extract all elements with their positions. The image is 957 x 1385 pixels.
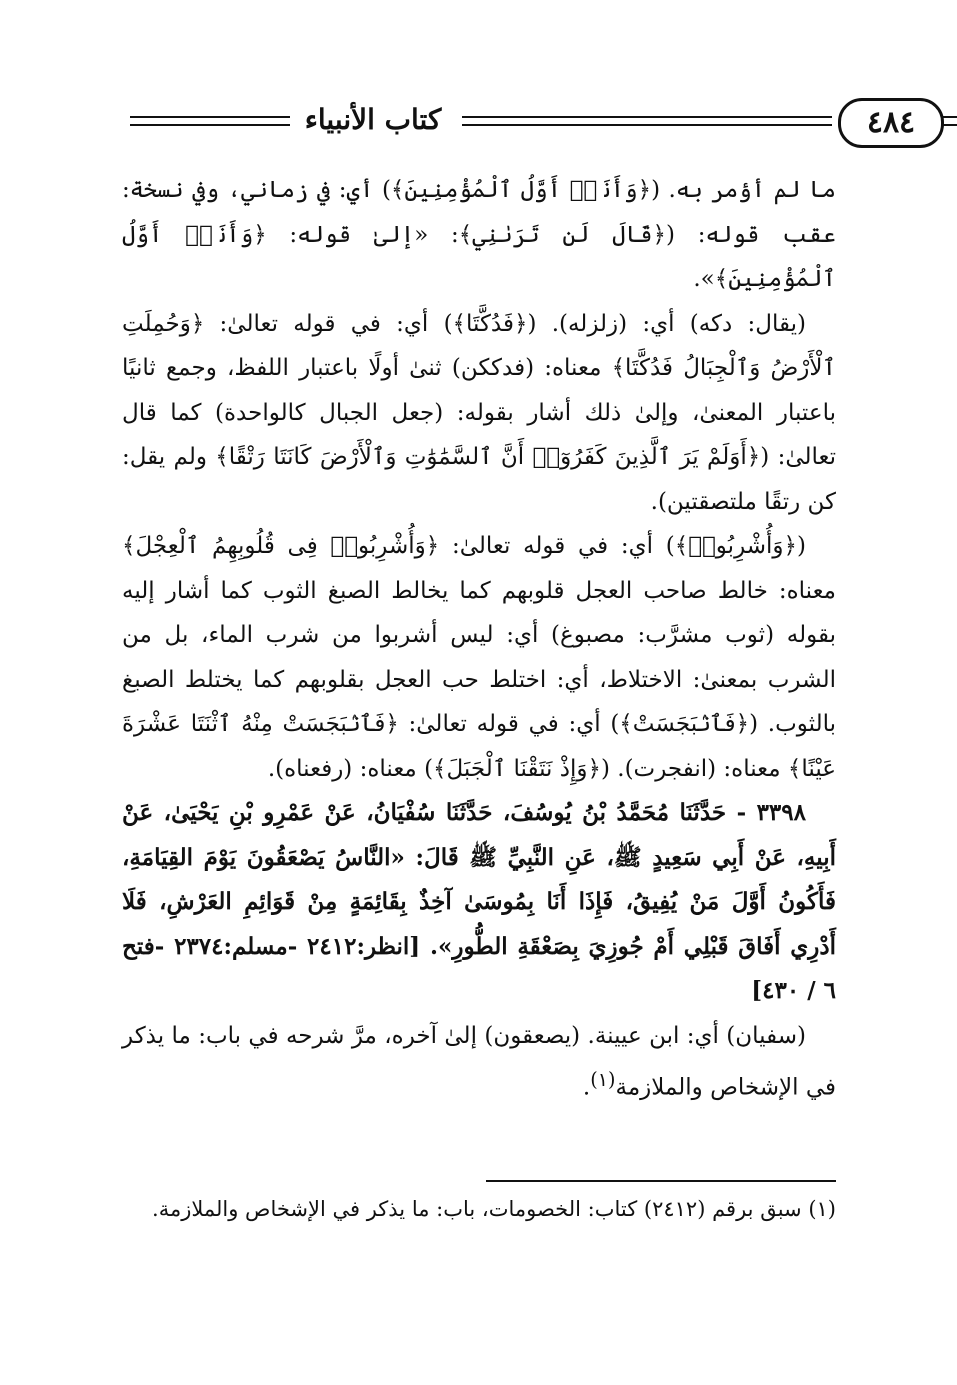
- footnote-marker: (١): [590, 1068, 616, 1091]
- footnote-text: (١) سبق برقم (٢٤١٢) كتاب: الخصومات، باب: ما يذكر في الإشخاص والملازمة.: [152, 1197, 836, 1221]
- page-number-badge: ٤٨٤: [838, 98, 944, 148]
- paragraph: ما لم أؤمر به. (﴿وَأَنَا۠ أَوَّلُ ٱلْمُؤْمِنِينَ﴾) أي: في زماني، وفي نسخة: عقب قوله: (﴿قَالَ لَن تَرَىٰنِي﴾: «إلىٰ قوله: ﴿وَأَنَا۠ أَوَّلُ ٱلْمُؤْمِنِينَ﴾».: [122, 177, 836, 292]
- closing-text: (سفيان) أي: ابن عيينة. (يصعقون) إلىٰ آخره، مرَّ شرحه في باب: ما يذكر في الإشخاص والملازمة: [122, 1022, 836, 1101]
- page-header: [120, 96, 916, 150]
- hadith-text: ٣٣٩٨ - حَدَّثَنَا مُحَمَّدُ بْنُ يُوسُفَ، حَدَّثَنَا سُفْيَانُ، عَنْ عَمْرِو بْنِ يَحْيَىٰ، عَنْ أَبِيهِ، عَنْ أَبِي سَعِيدٍ ﷺ، عَنِ النَّبِيِّ ﷺ قَالَ: «النَّاسُ يَصْعَقُونَ يَوْمَ القِيَامَةِ، فَأَكُونُ أَوَّلَ مَنْ يُفِيقُ، فَإِذَا أَنَا بِمُوسَىٰ آخِذٌ بِقَائِمَةٍ مِنْ قَوَائِمِ العَرْشِ، فَلَا أَدْرِي أَفَاقَ قَبْلِي أَمْ جُوزِيَ بِصَعْقَةِ الطُّورِ».: [122, 799, 836, 960]
- header-rule-right: [942, 116, 957, 126]
- closing-end: .: [582, 1074, 591, 1101]
- main-text: [122, 168, 836, 1110]
- hadith-paragraph: [122, 791, 836, 1014]
- book-title: كتاب الأنبياء: [304, 103, 442, 136]
- paragraph: (﴿وَأُشْرِبُوا۟﴾) أي: في قوله تعالىٰ: ﴿وَأُشْرِبُوا۟ فِى قُلُوبِهِمُ ٱلْعِجْلَ﴾ معناه: خالط صاحب العجل قلوبهم كما يخالط الصبغ الثوب كما أشار إليه بقوله (ثوب مشرَّب: مصبوغ) أي: ليس أشربوا من شرب الماء، بل من الشرب بمعنىٰ: الاختلاط، أي: اختلط حب العجل بقلوبهم كما يختلط الصبغ بالثوب. (﴿فَٱنۢبَجَسَتْ﴾) أي: في قوله تعالىٰ: ﴿فَٱنۢبَجَسَتْ مِنْهُ ٱثْنَتَا عَشْرَةَ عَيْنًا﴾ معناه: (انفجرت). (﴿وَإِذْ نَتَقْنَا ٱلْجَبَلَ﴾) معناه: (رفعناه).: [122, 533, 836, 782]
- footnote-separator: [486, 1180, 836, 1182]
- closing-paragraph: [122, 1014, 836, 1111]
- hadith-reference: [انظر:٢٤١٢ -مسلم:٢٣٧٤ -فتح ٦ / ٤٣٠]: [122, 932, 836, 1004]
- paragraph: (يقال: دكه) أي: (زلزله). (﴿فَدُكَّتَا﴾) أي: في قوله تعالىٰ: ﴿وَحُمِلَتِ ٱلْأَرْضُ وَٱلْجِبَالُ فَدُكَّتَا﴾ معناه: (فدككن) ثنىٰ أولًا باعتبار اللفظ، وجمع ثانيًا باعتبار المعنىٰ، وإلىٰ ذلك أشار بقوله: (جعل الجبال كالواحدة) كما قال تعالىٰ: (﴿أَوَلَمْ يَرَ ٱلَّذِينَ كَفَرُوٓا۟ أَنَّ ٱلسَّمَٰوَٰتِ وَٱلْأَرْضَ كَانَتَا رَتْقًا﴾ ولم يقل: كن رتقًا ملتصقتين).: [122, 310, 836, 515]
- footnote-block: [122, 1190, 836, 1228]
- header-rule-left: [130, 116, 290, 126]
- header-rule-middle: [462, 116, 832, 126]
